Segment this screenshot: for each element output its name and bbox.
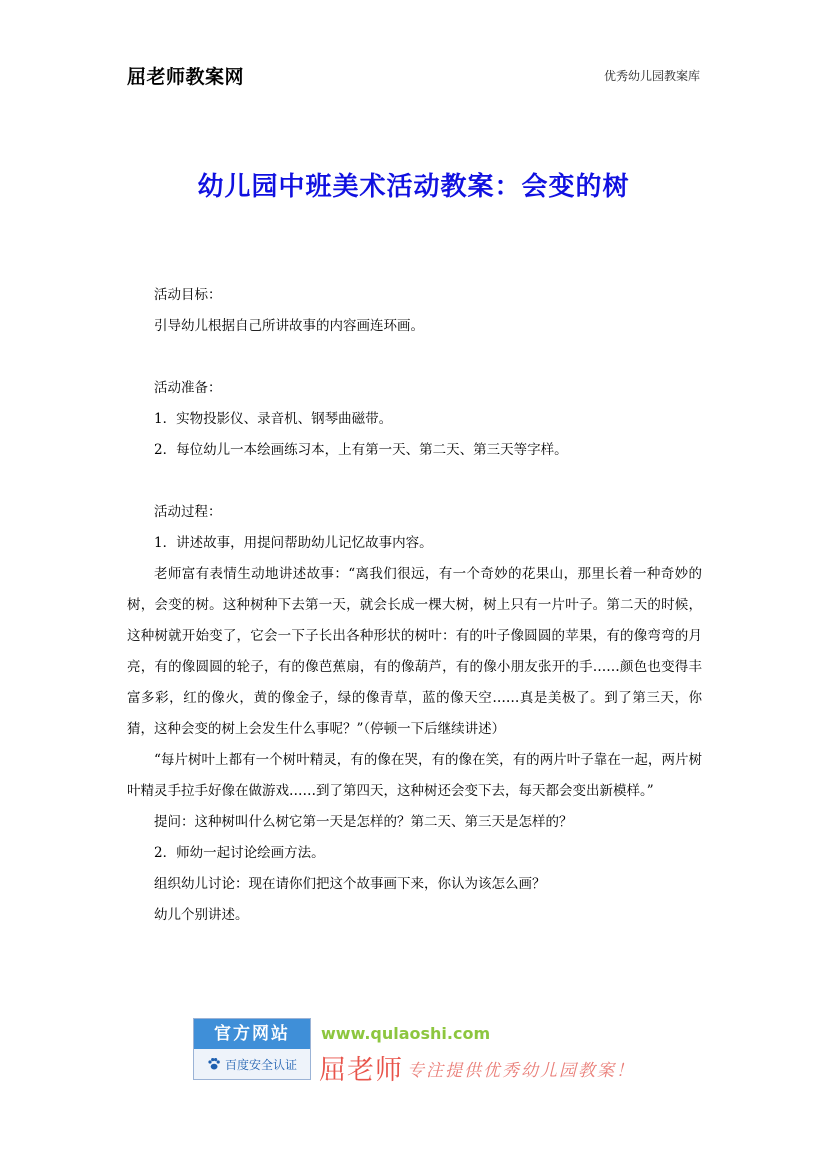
paragraph: 提问：这种树叫什么树它第一天是怎样的？第二天、第三天是怎样的？ [154, 814, 573, 830]
brand-slogan: 专注提供优秀幼儿园教案！ [407, 1061, 635, 1081]
paragraph: 2．每位幼儿一本绘画练习本，上有第一天、第二天、第三天等字样。 [154, 442, 568, 458]
site-url-link[interactable]: www.qulaoshi.com [321, 1024, 491, 1043]
badge-bottom [194, 1049, 310, 1079]
site-name: 屈老师教案网 [127, 66, 245, 88]
page-title: 幼儿园中班美术活动教案：会变的树 [197, 172, 630, 202]
section-heading-goal: 活动目标： [154, 287, 222, 303]
paragraph: 2．师幼一起讨论绘画方法。 [154, 845, 325, 861]
badge-bottom-label: 百度安全认证 [224, 1057, 297, 1072]
official-site-badge[interactable] [193, 1018, 311, 1080]
paragraph: 引导幼儿根据自己所讲故事的内容画连环画。 [154, 318, 424, 334]
paragraph: 幼儿个别讲述。 [154, 907, 249, 923]
paw-icon [207, 1057, 221, 1071]
brand-name: 屈老师 [319, 1055, 403, 1086]
site-tagline: 优秀幼儿园教案库 [603, 69, 700, 83]
section-heading-prep: 活动准备： [154, 380, 222, 396]
badge-top-label: 官方网站 [194, 1019, 310, 1049]
paragraph: 1．实物投影仪、录音机、钢琴曲磁带。 [154, 411, 393, 427]
section-heading-process: 活动过程： [154, 504, 222, 520]
paragraph: 组织幼儿讨论：现在请你们把这个故事画下来，你认为该怎么画？ [154, 876, 546, 892]
paragraph: 1．讲述故事，用提问帮助幼儿记忆故事内容。 [154, 535, 433, 551]
footer-banner [193, 1018, 653, 1086]
paragraph: 老师富有表情生动地讲述故事：“离我们很远，有一个奇妙的花果山，那里长着一种奇妙的树，会变的树。这种树种下去第一天，就会长成一棵大树，树上只有一片叶子。第二天的时候，这种树就开始变了，它会一下子长出各种形状的树叶：有的叶子像圆圆的苹果，有的像弯弯的月亮，有的像圆圆的轮子，有的像芭蕉扇，有的像葫芦，有的像小朋友张开的手……颜色也变得丰富多彩，红的像火，黄的像金子，绿的像青草，蓝的像天空……真是美极了。到了第三天，你猜，这种会变的树上会发生什么事呢？”（停顿一下后继续讲述） [127, 566, 702, 737]
paragraph: “每片树叶上都有一个树叶精灵，有的像在哭，有的像在笑，有的两片叶子靠在一起，两片树叶精灵手拉手好像在做游戏……到了第四天，这种树还会变下去，每天都会变出新模样。” [127, 752, 702, 799]
article-body [127, 280, 702, 931]
